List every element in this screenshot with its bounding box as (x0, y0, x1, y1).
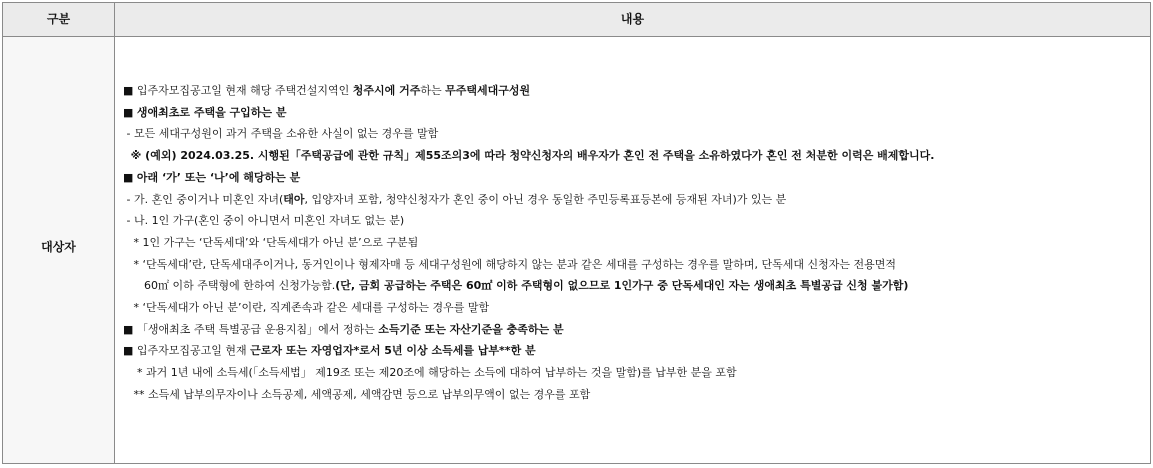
content-line (123, 211, 1144, 231)
content-line (123, 81, 1144, 101)
text-segment: ■ 「생애최초 주택 특별공급 운용지침」에서 정하는 (123, 322, 379, 336)
content-line (123, 103, 1144, 123)
category-label: 대상자 (41, 240, 76, 254)
text-segment: ■ 입주자모집공고일 현재 (123, 344, 251, 358)
content-line (123, 233, 1144, 253)
text-segment: - 나. 1인 가구(혼인 중이 아니면서 미혼인 자녀도 없는 분) (123, 214, 405, 228)
text-segment: 60㎡ 이하 주택형에 한하여 신청가능함. (123, 279, 336, 293)
text-segment: 하는 (420, 84, 446, 97)
content-line (123, 385, 1144, 405)
content-cell (115, 37, 1150, 463)
bold-text: 소득기준 또는 자산기준을 충족하는 분 (378, 322, 564, 336)
text-segment: * 과거 1년 내에 소득세(「소득세법」 제19조 또는 제20조에 해당하는 소득에 대하여 납부하는 것을 말함)를 납부한 분을 포함 (123, 366, 737, 380)
text-segment: ■ 입주자모집공고일 현재 해당 주택건설지역인 (123, 84, 353, 97)
content-line (123, 298, 1144, 318)
category-cell (3, 37, 115, 463)
content-line (123, 190, 1144, 210)
text-segment: * ‘단독세대가 아닌 분’이란, 직계존속과 같은 세대를 구성하는 경우를 말함 (123, 301, 490, 314)
bold-text: 태아 (283, 192, 305, 206)
text-segment: - 모든 세대구성원이 과거 주택을 소유한 사실이 없는 경우를 말함 (123, 127, 439, 141)
content-line (123, 363, 1144, 383)
bold-text: 근로자 또는 자영업자*로서 5년 이상 소득세를 납부**한 분 (250, 344, 536, 358)
bold-text: ※ (예외) 2024.03.25. 시행된「주택공급에 관한 규칙」제55조의3에 따라 청약신청자의 배우자가 혼인 전 주택을 소유하였다가 혼인 전 처분한 이력은 배제합니다. (123, 149, 935, 163)
content-line (123, 255, 1144, 275)
text-segment: - 가. 혼인 중이거나 미혼인 자녀( (123, 192, 284, 206)
header-category: 구분 (3, 3, 115, 36)
text-segment: ■ (123, 170, 137, 184)
content-line (123, 146, 1144, 166)
text-segment: , 입양자녀 포함, 청약신청자가 혼인 중이 아닌 경우 동일한 주민등록표등본에 등재된 자녀)가 있는 분 (304, 192, 787, 206)
table-header (3, 3, 1150, 37)
content-line (123, 320, 1144, 340)
text-segment: * ‘단독세대’란, 단독세대주이거나, 동거인이나 형제자매 등 세대구성원에 해당하지 않는 분과 같은 세대를 구성하는 경우를 말하며, 단독세대 신청자는 전용면적 (123, 257, 896, 271)
bold-text: (단, 금회 공급하는 주택은 60㎡ 이하 주택형이 없으므로 1인가구 중 단독세대인 자는 생애최초 특별공급 신청 불가함) (335, 279, 909, 293)
bold-text: 무주택세대구성원 (445, 84, 531, 97)
content-line (123, 168, 1144, 188)
content-line (123, 124, 1144, 144)
text-segment: ** 소득세 납부의무자이나 소득공제, 세액공제, 세액감면 등으로 납부의무액이 없는 경우를 포함 (123, 387, 591, 401)
header-content: 내용 (620, 12, 645, 26)
content-line (123, 341, 1144, 361)
bold-text: 생애최초로 주택을 구입하는 분 (136, 105, 287, 119)
text-segment: * 1인 가구는 ‘단독세대’와 ‘단독세대가 아닌 분’으로 구분됨 (123, 235, 419, 249)
bold-text: 청주시에 거주 (352, 84, 421, 97)
text-segment: ■ (123, 105, 137, 119)
eligibility-table (2, 2, 1151, 464)
content-line (123, 276, 1144, 296)
bold-text: 아래 ‘가’ 또는 ‘나’에 해당하는 분 (136, 170, 301, 184)
